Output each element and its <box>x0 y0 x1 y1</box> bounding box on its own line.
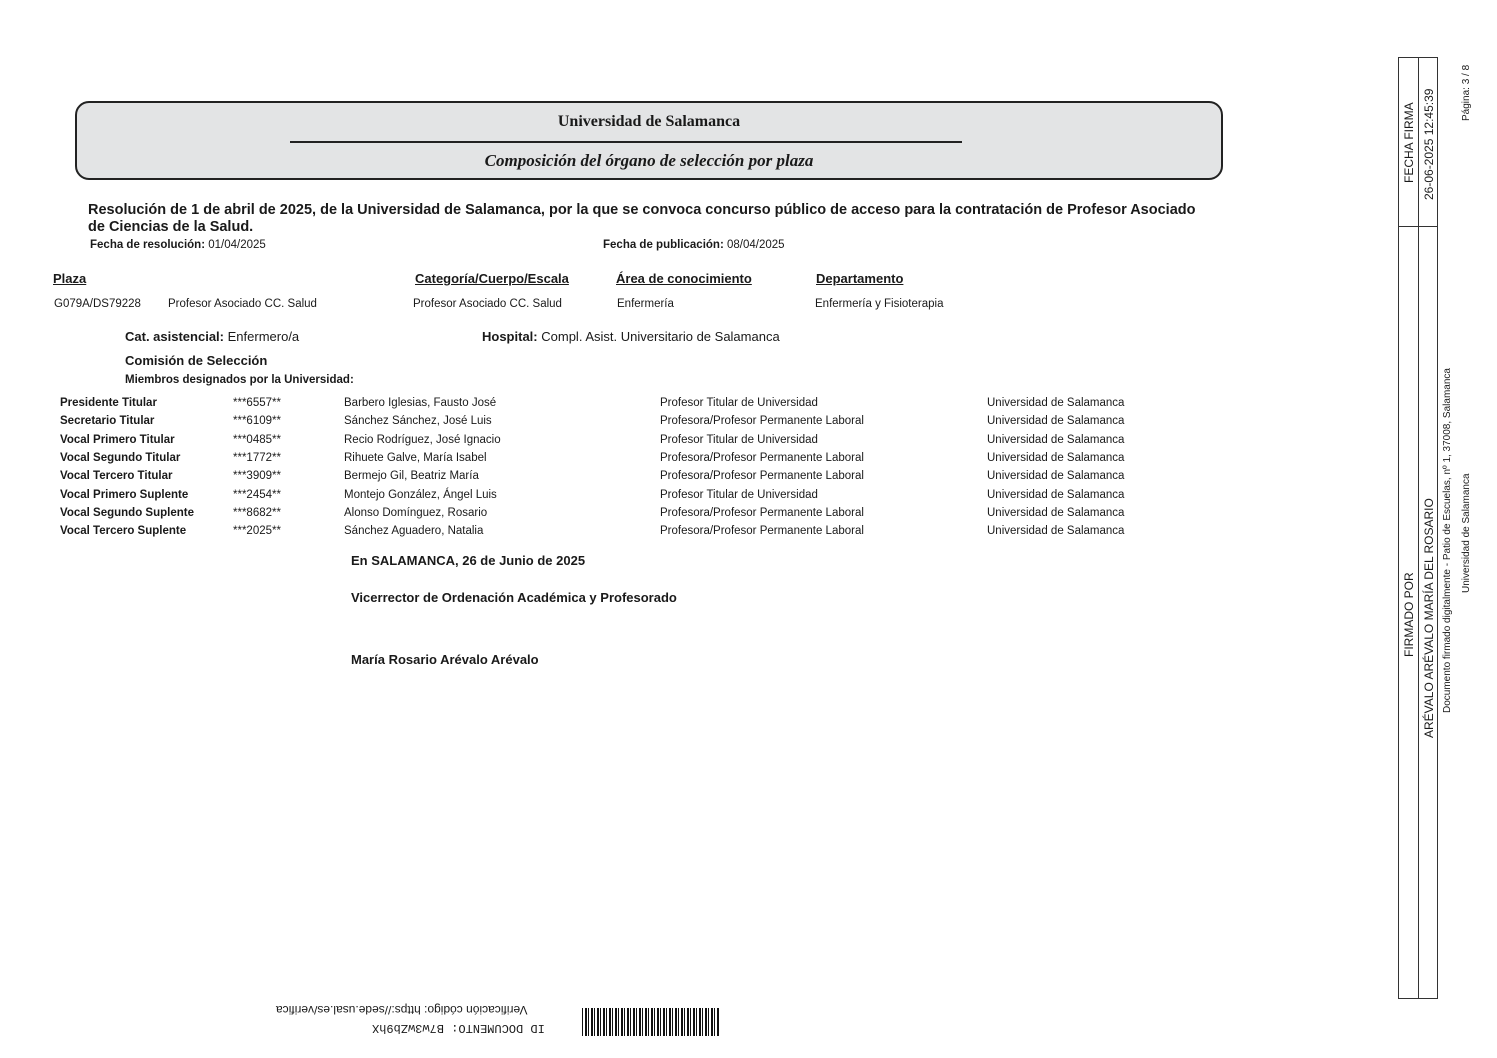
signature-position: Vicerrector de Ordenación Académica y Profesorado <box>351 590 677 605</box>
col-header-plaza: Plaza <box>53 271 87 286</box>
member-row <box>56 431 1128 449</box>
cat-asistencial-label: Cat. asistencial: <box>125 329 224 344</box>
header-divider <box>290 141 962 143</box>
fecha-resolucion-value: 01/04/2025 <box>208 239 266 251</box>
member-university: Universidad de Salamanca <box>987 506 1125 519</box>
member-name: Rihuete Galve, María Isabel <box>344 452 487 465</box>
member-university: Universidad de Salamanca <box>987 470 1125 483</box>
fecha-publicacion <box>603 239 785 251</box>
member-role: Vocal Segundo Titular <box>60 452 181 465</box>
member-category: Profesora/Profesor Permanente Laboral <box>660 470 864 483</box>
member-category: Profesora/Profesor Permanente Laboral <box>660 415 864 428</box>
plaza-code: G079A/DS79228 <box>54 298 141 310</box>
plaza-name: Profesor Asociado CC. Salud <box>168 298 317 310</box>
resolution-title: Resolución de 1 de abril de 2025, de la Universidad de Salamanca, por la que se convoca concurso público de acceso para la contratación de Profesor Asociado de Ciencias de la Salud. <box>88 202 1196 235</box>
plaza-area: Enfermería <box>617 298 674 310</box>
member-row <box>56 394 1128 412</box>
fecha-publicacion-value: 08/04/2025 <box>726 239 785 251</box>
member-role: Vocal Primero Titular <box>60 433 175 446</box>
member-row <box>56 412 1128 430</box>
member-name: Bermejo Gil, Beatriz María <box>344 470 479 483</box>
member-row <box>56 504 1128 522</box>
member-category: Profesora/Profesor Permanente Laboral <box>660 506 864 519</box>
firmado-por-label: FIRMADO POR <box>1402 572 1416 657</box>
col-header-area: Área de conocimiento <box>616 271 752 286</box>
header-subtitle: Composición del órgano de selección por plaza <box>484 151 814 170</box>
cat-asistencial <box>125 329 299 344</box>
member-row <box>56 449 1128 467</box>
member-university: Universidad de Salamanca <box>987 525 1125 538</box>
comision-subtitle: Miembros designados por la Universidad: <box>125 374 354 386</box>
fecha-publicacion-label: Fecha de publicación: <box>603 239 724 251</box>
fecha-firma-label: FECHA FIRMA <box>1402 102 1416 183</box>
member-role: Secretario Titular <box>60 415 155 428</box>
hospital <box>482 329 780 344</box>
firmante-name: ARÉVALO ARÉVALO MARÍA DEL ROSARIO <box>1422 498 1436 738</box>
member-row <box>56 467 1128 485</box>
member-name: Recio Rodríguez, José Ignacio <box>344 433 501 446</box>
plaza-departamento: Enfermería y Fisioterapia <box>815 298 944 310</box>
member-name: Barbero Iglesias, Fausto José <box>344 397 497 410</box>
member-name: Sánchez Sánchez, José Luis <box>344 415 492 428</box>
barcode <box>582 1008 720 1036</box>
member-role: Vocal Segundo Suplente <box>60 506 194 519</box>
member-name: Montejo González, Ángel Luis <box>344 488 497 501</box>
member-category: Profesor Titular de Universidad <box>660 397 818 410</box>
sidebar-university: Universidad de Salamanca <box>1461 473 1472 593</box>
stamp-divider-horizontal <box>1398 226 1438 227</box>
fecha-firma-value: 26-06-2025 12:45:39 <box>1422 88 1436 200</box>
verification-code: Verificación código: https://sede.usal.es/verifica <box>276 1003 528 1017</box>
member-university: Universidad de Salamanca <box>987 452 1125 465</box>
member-row <box>56 522 1128 540</box>
col-header-categoria: Categoría/Cuerpo/Escala <box>415 271 569 286</box>
member-dni: ***2454** <box>233 488 281 501</box>
member-dni: ***2025** <box>233 525 281 538</box>
hospital-value: Compl. Asist. Universitario de Salamanca <box>541 329 780 344</box>
member-university: Universidad de Salamanca <box>987 488 1125 501</box>
member-row <box>56 485 1128 503</box>
member-dni: ***0485** <box>233 433 281 446</box>
member-university: Universidad de Salamanca <box>987 415 1125 428</box>
page-number: Página: 3 / 8 <box>1461 64 1472 121</box>
cat-asistencial-value: Enfermero/a <box>227 329 300 344</box>
member-university: Universidad de Salamanca <box>987 397 1125 410</box>
member-dni: ***1772** <box>233 452 281 465</box>
signature-name: María Rosario Arévalo Arévalo <box>351 652 539 667</box>
document-id: ID DOCUMENTO: B7w3wZb9hX <box>372 1021 545 1035</box>
members-table <box>56 394 1128 540</box>
col-header-departamento: Departamento <box>816 271 904 286</box>
member-dni: ***8682** <box>233 506 281 519</box>
member-category: Profesora/Profesor Permanente Laboral <box>660 452 864 465</box>
member-role: Presidente Titular <box>60 397 157 410</box>
member-dni: ***6109** <box>233 415 281 428</box>
member-category: Profesor Titular de Universidad <box>660 488 818 501</box>
documento-line: Documento firmado digitalmente - Patio de Escuelas, nº 1, 37008, Salamanca <box>1442 368 1453 713</box>
header-box <box>75 101 1223 180</box>
member-name: Sánchez Aguadero, Natalia <box>344 525 484 538</box>
signature-place-date: En SALAMANCA, 26 de Junio de 2025 <box>351 553 586 568</box>
comision-title: Comisión de Selección <box>125 353 268 368</box>
plaza-categoria: Profesor Asociado CC. Salud <box>413 298 562 310</box>
member-name: Alonso Domínguez, Rosario <box>344 506 488 519</box>
member-dni: ***6557** <box>233 397 281 410</box>
hospital-label: Hospital: <box>482 329 538 344</box>
member-role: Vocal Primero Suplente <box>60 488 189 501</box>
fecha-resolucion-label: Fecha de resolución: <box>90 239 206 251</box>
member-role: Vocal Tercero Titular <box>60 470 173 483</box>
header-university: Universidad de Salamanca <box>557 113 741 130</box>
member-category: Profesora/Profesor Permanente Laboral <box>660 525 864 538</box>
member-role: Vocal Tercero Suplente <box>60 525 187 538</box>
member-university: Universidad de Salamanca <box>987 433 1125 446</box>
fecha-resolucion <box>90 239 266 251</box>
member-dni: ***3909** <box>233 470 281 483</box>
member-category: Profesor Titular de Universidad <box>660 433 818 446</box>
stamp-divider-vertical <box>1418 57 1419 999</box>
